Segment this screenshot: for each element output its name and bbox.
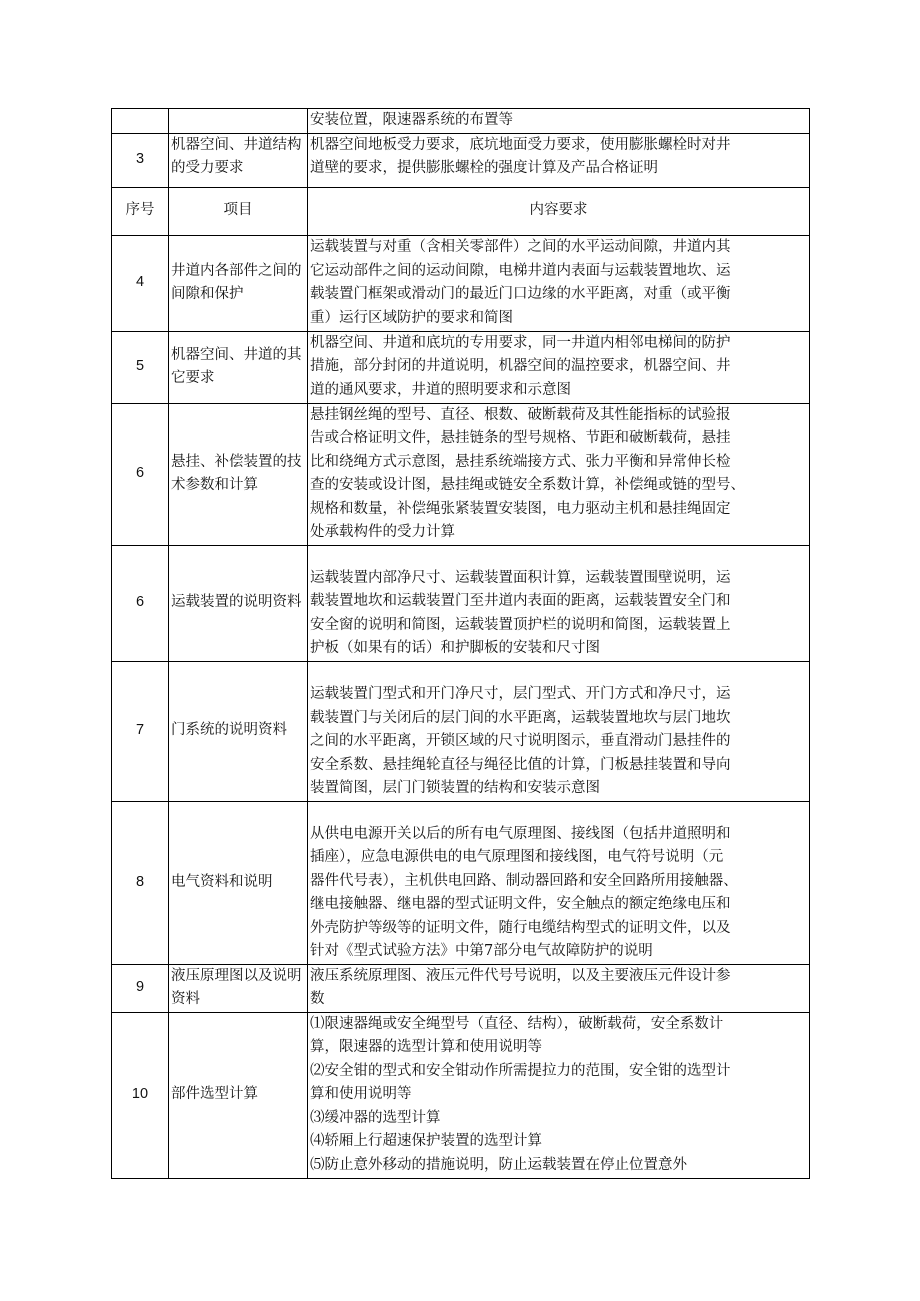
row-number: 4 [112,235,169,331]
content-line: 它运动部件之间的运动间隙，电梯井道内表面与运载装置地坎、运 [310,262,731,279]
content-line: 道的通风要求，井道的照明要求和示意图 [310,381,571,398]
row-content [308,545,810,661]
table-row [112,545,810,661]
row-number [112,109,169,134]
content-line: 器件代号表），主机供电回路、制动器回路和安全回路所用接触器、 [310,872,738,889]
row-number: 7 [112,661,169,801]
row-number: 9 [112,964,169,1012]
row-content [308,964,810,1012]
content-line: 查的安装或设计图，悬挂绳或链安全系数计算，补偿绳或链的型号、 [310,477,745,493]
row-content [308,331,810,403]
table-row [112,331,810,403]
row-item: 门系统的说明资料 [169,661,308,801]
content-line: 安全系数、悬挂绳轮直径与绳径比值的计算，门板悬挂装置和导向 [310,756,731,773]
table-row [112,133,810,187]
content-line: 载装置门与关闭后的层门间的水平距离，运载装置地坎与层门地坎 [310,709,731,726]
content-line: 液压系统原理图、液压元件代号号说明，以及主要液压元件设计参 [310,967,731,984]
content-line: 运载装置门型式和开门净尺寸，层门型式、开门方式和净尺寸，运 [310,686,731,702]
content-line: ⑴限速器绳或安全绳型号（直径、结构），破断载荷，安全系数计 [310,1015,724,1032]
content-line: 运载装置内部净尺寸、运载装置面积计算，运载装置围壁说明，运 [310,569,731,586]
row-content [308,235,810,331]
content-line: ⑸防止意外移动的措施说明，防止运载装置在停止位置意外 [310,1156,687,1173]
row-number: 8 [112,801,169,964]
row-number: 6 [112,545,169,661]
table-row [112,235,810,331]
table-row [112,661,810,801]
content-line: 道壁的要求，提供膨胀螺栓的强度计算及产品合格证明 [310,160,658,176]
row-item [169,109,308,134]
content-line: ⑵安全钳的型式和安全钳动作所需提拉力的范围，安全钳的选型计 [310,1062,731,1079]
content-line: 装置简图，层门门锁装置的结构和安装示意图 [310,780,600,796]
content-line: 处承载构件的受力计算 [310,524,455,540]
row-content [308,1012,810,1178]
table-row [112,1012,810,1178]
row-content [308,661,810,801]
row-item: 部件选型计算 [169,1012,308,1178]
row-number: 5 [112,331,169,403]
content-line: 继电接触器、继电器的型式证明文件，安全触点的额定绝缘电压和 [310,896,731,912]
row-item: 机器空间、井道的其它要求 [169,331,308,403]
content-line: 措施，部分封闭的井道说明，机器空间的温控要求，机器空间、井 [310,358,731,375]
content-line: 运载装置与对重（含相关零部件）之间的水平运动间隙，井道内其 [310,239,731,255]
content-line: ⑶缓冲器的选型计算 [310,1109,441,1126]
header-item: 项目 [169,187,308,235]
content-line: 针对《型式试验方法》中第7部分电气故障防护的说明 [310,943,653,959]
content-line: 载装置地坎和运载装置门至井道内表面的距离，运载装置安全门和 [310,593,731,609]
row-content [308,801,810,964]
content-line: 数 [310,991,325,1007]
requirements-table [111,108,810,1179]
table-row [112,801,810,964]
content-line: 之间的水平距离，开锁区域的尺寸说明图示，垂直滑动门悬挂件的 [310,733,731,749]
row-number: 6 [112,403,169,545]
row-item: 井道内各部件之间的间隙和保护 [169,235,308,331]
row-content [308,109,810,134]
table-row [112,964,810,1012]
content-line: 插座），应急电源供电的电气原理图和接线图，电气符号说明（元 [310,849,724,865]
content-line: 比和绕绳方式示意图，悬挂系统端接方式、张力平衡和异常伸长检 [310,453,731,470]
row-item: 悬挂、补偿装置的技术参数和计算 [169,403,308,545]
header-num: 序号 [112,187,169,235]
content-line: 重）运行区域防护的要求和简图 [310,309,513,326]
content-line: 悬挂钢丝绳的型号、直径、根数、破断载荷及其性能指标的试验报 [310,406,731,423]
content-line: 算和使用说明等 [310,1086,412,1103]
content-line: 外壳防护等级等的证明文件，随行电缆结构型式的证明文件，以及 [310,919,731,936]
content-line: 规格和数量，补偿绳张紧装置安装图，电力驱动主机和悬挂绳固定 [310,500,731,517]
content-line: 载装置门框架或滑动门的最近门口边缘的水平距离，对重（或平衡 [310,286,731,302]
content-line: ⑷轿厢上行超速保护装置的选型计算 [310,1133,542,1150]
row-content [308,403,810,545]
content-line: 机器空间、井道和底坑的专用要求，同一井道内相邻电梯间的防护 [310,334,731,351]
header-content: 内容要求 [308,187,810,235]
row-number: 3 [112,133,169,187]
content-line: 算，限速器的选型计算和使用说明等 [310,1039,542,1056]
row-item: 机器空间、井道结构的受力要求 [169,133,308,187]
row-item: 运载装置的说明资料 [169,545,308,661]
row-number: 10 [112,1012,169,1178]
content-line: 机器空间地板受力要求，底坑地面受力要求，使用膨胀螺栓时对井 [310,136,731,153]
row-item: 液压原理图以及说明资料 [169,964,308,1012]
table-header-row [112,187,810,235]
content-line: 告或合格证明文件，悬挂链条的型号规格、节距和破断载荷，悬挂 [310,430,731,446]
content-line: 从供电电源开关以后的所有电气原理图、接线图（包括井道照明和 [310,825,731,842]
content-line: 安全窗的说明和简图，运载装置顶护栏的说明和简图，运载装置上 [310,616,731,633]
content-line: 安装位置，限速器系统的布置等 [310,112,513,128]
content-line: 护板（如果有的话）和护脚板的安装和尺寸图 [310,640,600,656]
row-content [308,133,810,187]
table-row [112,109,810,134]
row-item: 电气资料和说明 [169,801,308,964]
table-row [112,403,810,545]
